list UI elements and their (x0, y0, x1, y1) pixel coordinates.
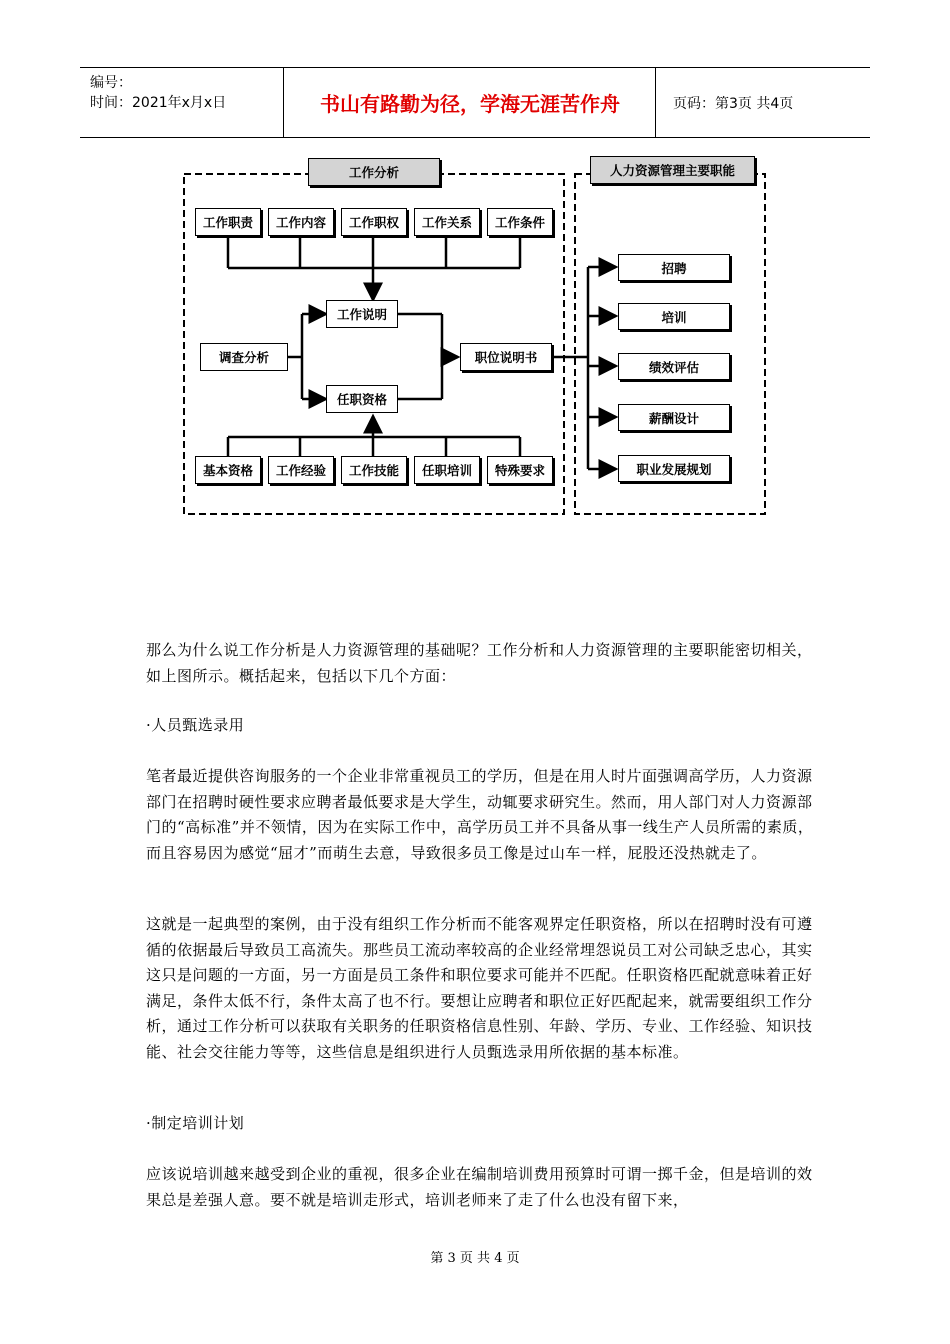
bottom-box-4: 任职培训 (414, 456, 480, 484)
paragraph-training: 应该说培训越来越受到企业的重视，很多企业在编制培训费用预算时可谓一掷千金，但是培训的效果总是差强人意。要不就是培训走形式，培训老师来了走了什么也没有留下来， (146, 1165, 813, 1209)
top-box-1: 工作职责 (195, 208, 261, 236)
bottom-connectors (228, 416, 520, 456)
top-box-4: 工作关系 (414, 208, 480, 236)
bottom-box-5: 特殊要求 (487, 456, 553, 484)
page-label: 页码：第3页 共4页 (673, 95, 794, 112)
paragraph-case: 笔者最近提供咨询服务的一个企业非常重视员工的学历，但是在用人时片面强调高学历，人力资源部门在招聘时硬性要求应聘者最低要求是大学生，动辄要求研究生。然而，用人部门对人力资源部门的“高标准”并不领情，因为在实际工作中，高学历员工并不具备从事一线生产人员所需的素质，而且容易因为感觉“屈才”而萌生去意，导致很多员工像是过山车一样，屁股还没热就走了。 (146, 767, 814, 862)
heading-training: ·制定培训计划 (146, 1114, 245, 1132)
investigation-box: 调查分析 (200, 343, 288, 371)
function-box-2: 培训 (618, 303, 730, 330)
paragraph-analysis: 这就是一起典型的案例，由于没有组织工作分析而不能客观界定任职资格，所以在招聘时没有可遵循的依据最后导致员工高流失。那些员工流动率较高的企业经常埋怨说员工对公司缺乏忠心，其实这只是问题的一方面，另一方面是员工条件和职位要求可能并不匹配。任职资格匹配就意味着正好满足，条件太低不行，条件太高了也不行。要想让应聘者和职位正好匹配起来，就需要组织工作分析，通过工作分析可以获取有关职务的任职资格信息性别、年龄、学历、专业、工作经验、知识技能、社会交往能力等等，这些信息是组织进行人员甄选录用所依据的基本标准。 (146, 915, 813, 1061)
heading-selection: ·人员甄选录用 (146, 716, 245, 734)
left-title: 工作分析 (308, 158, 440, 186)
number-label: 编号： (90, 75, 132, 91)
document-header (80, 67, 870, 138)
function-box-5: 职业发展规划 (618, 455, 730, 482)
bottom-box-2: 工作经验 (268, 456, 334, 484)
function-connectors (552, 267, 616, 469)
header-info-cell (80, 68, 284, 137)
position-spec-box: 职位说明书 (460, 343, 552, 371)
time-label: 时间：2021年x月x日 (90, 95, 227, 111)
job-analysis-diagram (180, 150, 770, 520)
function-box-4: 薪酬设计 (618, 404, 730, 431)
bottom-box-1: 基本资格 (195, 456, 261, 484)
function-box-3: 绩效评估 (618, 353, 730, 380)
bottom-box-3: 工作技能 (341, 456, 407, 484)
header-page-label (665, 68, 870, 137)
paragraph-intro: 那么为什么说工作分析是人力资源管理的基础呢？工作分析和人力资源管理的主要职能密切相关，如上图所示。概括起来，包括以下几个方面： (146, 641, 813, 685)
right-title: 人力资源管理主要职能 (590, 156, 755, 184)
top-box-2: 工作内容 (268, 208, 334, 236)
header-motto: 书山有路勤为径，学海无涯苦作舟 (285, 68, 656, 137)
function-box-1: 招聘 (618, 254, 730, 281)
qualification-box: 任职资格 (326, 385, 398, 413)
top-connectors (228, 238, 520, 300)
top-box-5: 工作条件 (487, 208, 553, 236)
page-footer: 第 3 页 共 4 页 (430, 1251, 520, 1266)
top-box-3: 工作职权 (341, 208, 407, 236)
job-description-box: 工作说明 (326, 300, 398, 328)
